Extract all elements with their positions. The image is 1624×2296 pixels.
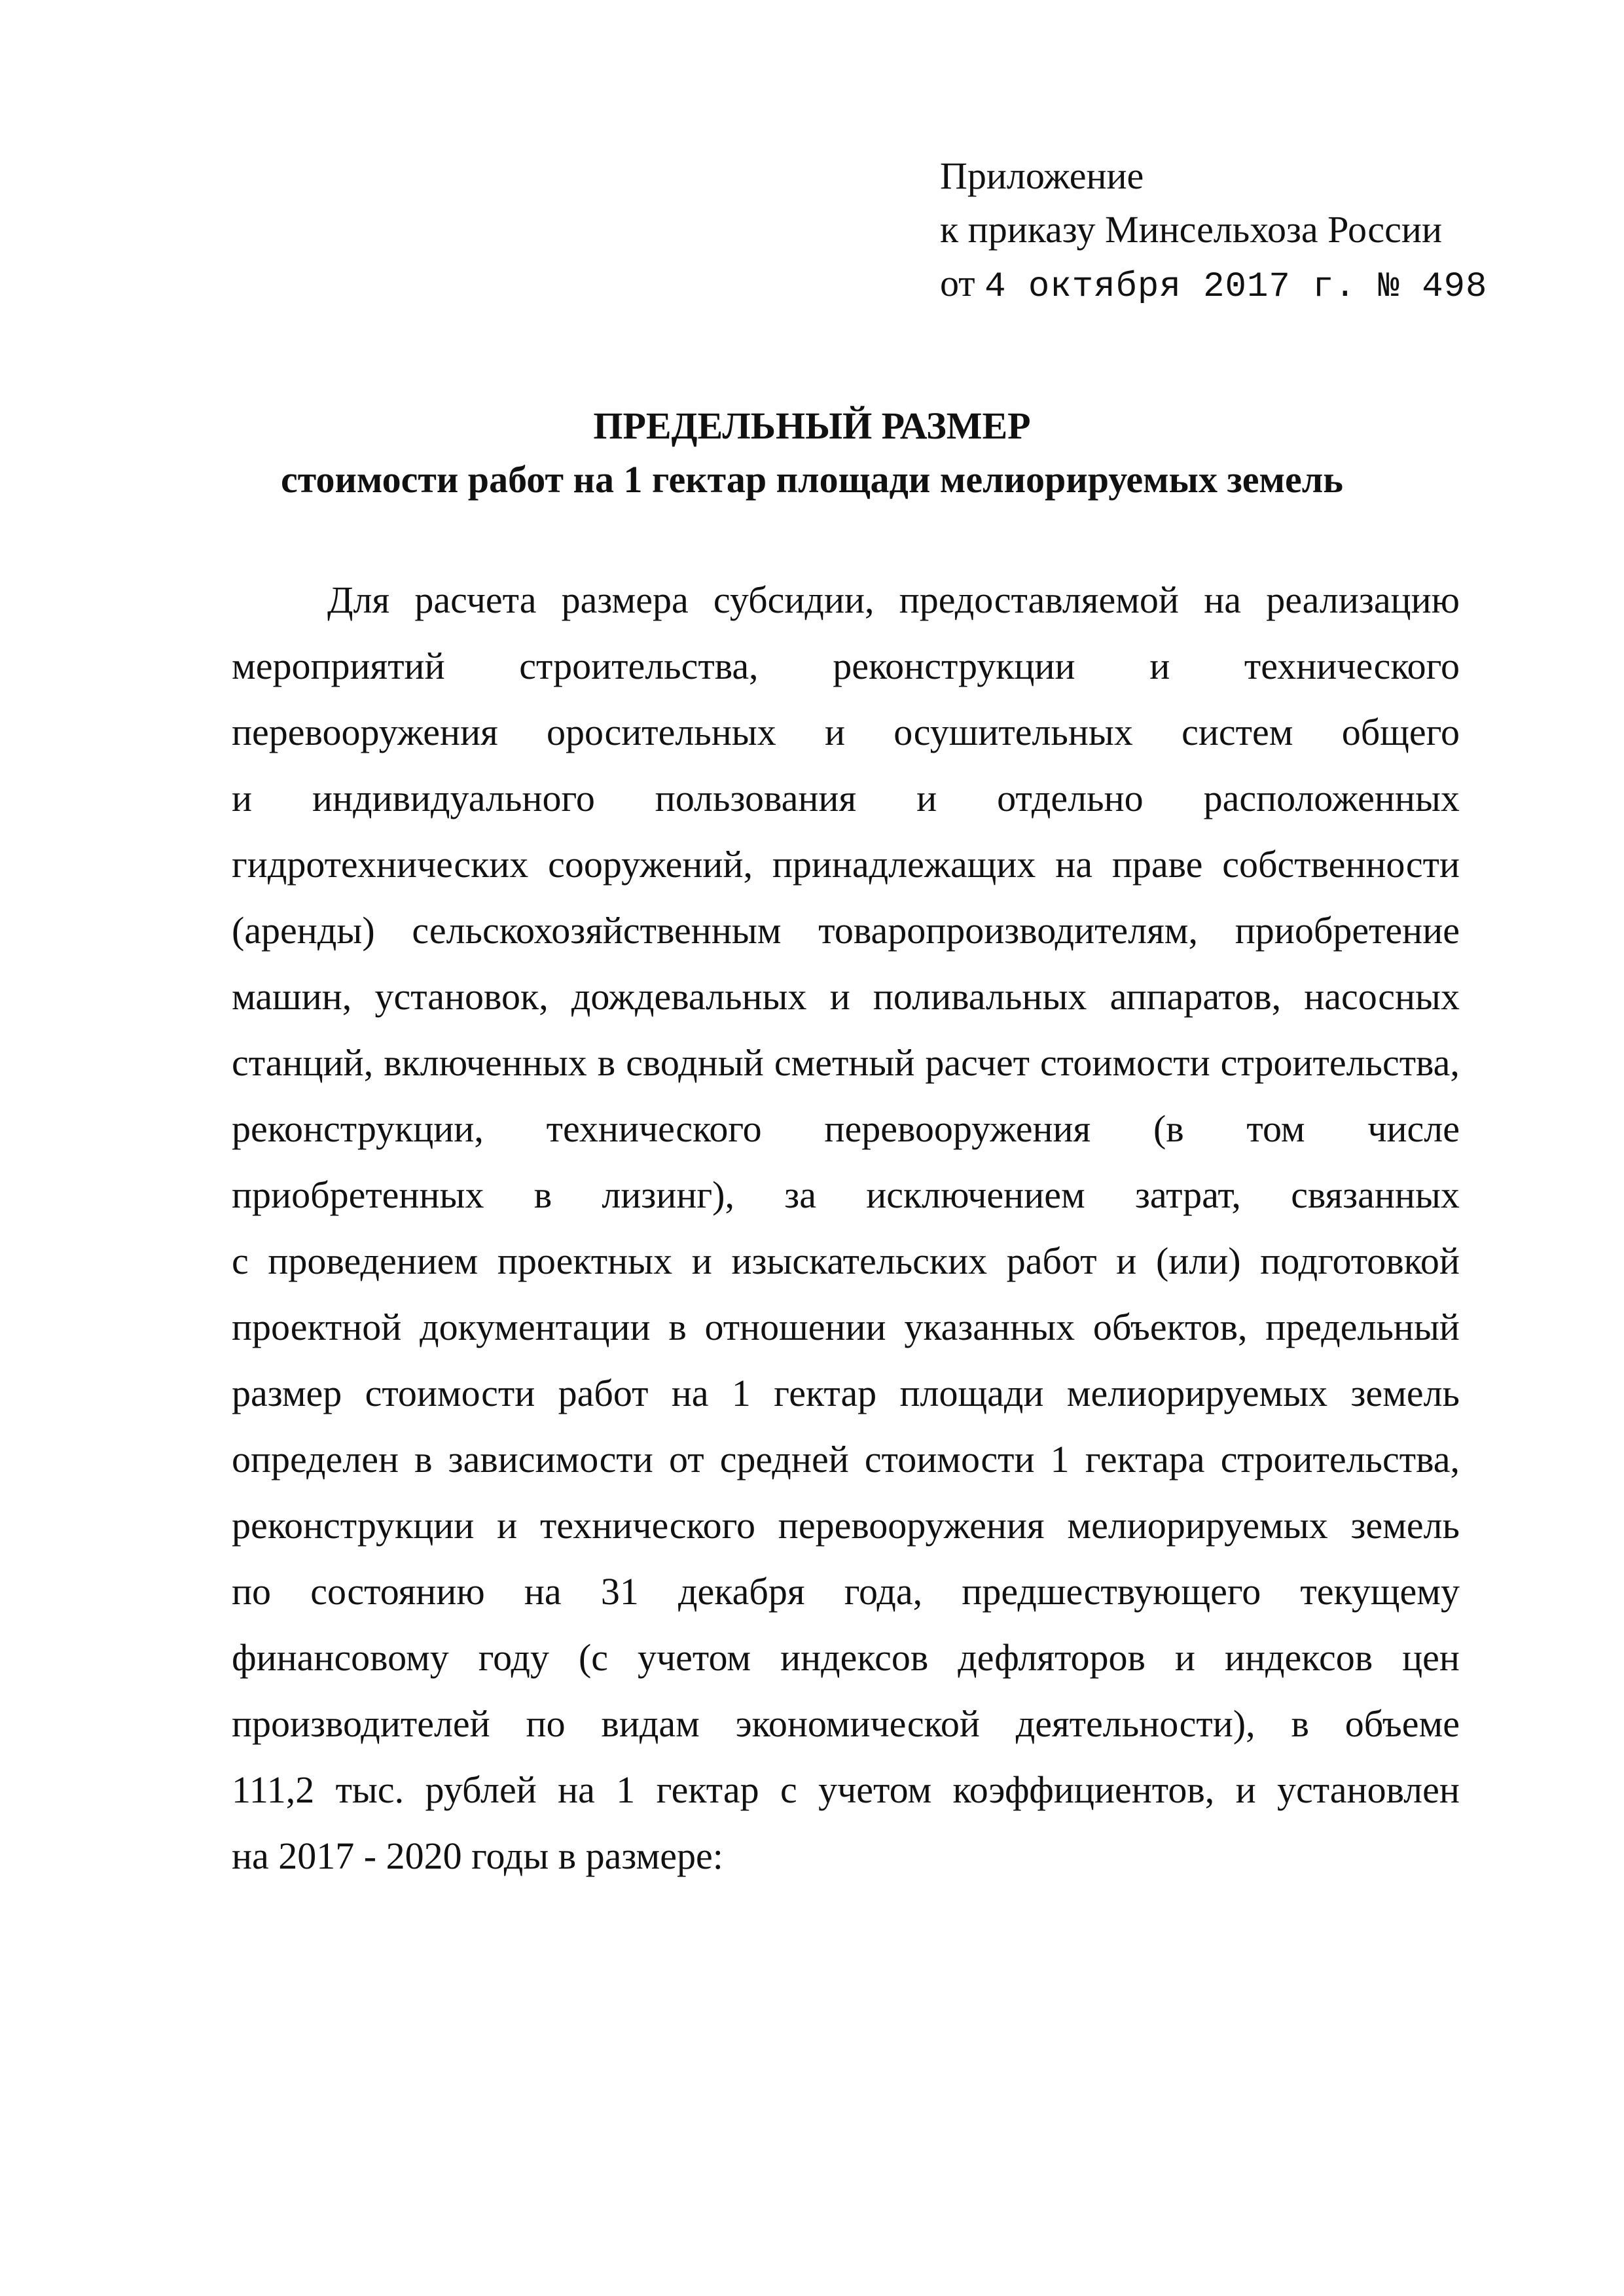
body-word: площади <box>899 1372 1044 1414</box>
body-word: гектара <box>1085 1438 1205 1480</box>
body-word: на <box>1055 843 1092 886</box>
body-word: сводный <box>626 1041 764 1084</box>
body-word: сельскохозяйственным <box>412 909 782 952</box>
body-word: средней <box>719 1438 849 1480</box>
body-word: указанных <box>904 1306 1075 1348</box>
body-word: сооружений, <box>548 843 753 886</box>
body-word: предельный <box>1265 1306 1460 1348</box>
body-word: общего <box>1341 711 1460 753</box>
body-line <box>232 1823 1460 1889</box>
body-word: предоставляемой <box>899 579 1179 621</box>
document-title <box>0 399 1624 507</box>
body-line <box>232 1691 1460 1757</box>
body-word: (в <box>1153 1107 1184 1150</box>
body-word: технического <box>546 1107 762 1150</box>
body-word: расчета <box>414 579 537 621</box>
body-word: и <box>232 777 253 819</box>
body-word: собственности <box>1222 843 1460 886</box>
body-word: дефляторов <box>958 1636 1146 1679</box>
body-word: осушительных <box>893 711 1133 753</box>
body-word: индивидуального <box>312 777 595 819</box>
body-word: размере: <box>585 1835 723 1877</box>
body-word: 31 <box>600 1570 639 1613</box>
body-word: декабря <box>678 1570 805 1613</box>
body-word: 111,2 <box>232 1768 315 1811</box>
body-word: году <box>478 1636 549 1679</box>
body-word: машин, <box>232 975 352 1018</box>
body-word: связанных <box>1291 1174 1460 1216</box>
body-word: приобретенных <box>232 1174 484 1216</box>
body-word: технического <box>539 1504 756 1547</box>
body-word: проектной <box>232 1306 402 1348</box>
body-word: земель <box>1350 1504 1460 1547</box>
body-word: сметный <box>774 1041 915 1084</box>
body-word: земель <box>1350 1372 1460 1414</box>
body-word: видам <box>601 1702 700 1745</box>
body-line <box>232 1360 1460 1426</box>
body-word: строительства, <box>1220 1041 1460 1084</box>
body-word: в <box>414 1438 433 1480</box>
body-word: тыс. <box>335 1768 405 1811</box>
body-word: включенных <box>384 1041 587 1084</box>
body-word: годы <box>471 1835 558 1877</box>
body-word: поливальных <box>873 975 1087 1018</box>
body-word: состоянию <box>310 1570 485 1613</box>
body-word: 1 <box>1050 1438 1070 1480</box>
body-line <box>232 1162 1460 1228</box>
body-word: гидротехнических <box>232 843 529 886</box>
body-word: документации <box>420 1306 651 1348</box>
body-word: в <box>533 1174 552 1216</box>
body-word: мелиорируемых <box>1066 1372 1328 1414</box>
body-word: технического <box>1244 645 1460 687</box>
body-line <box>232 963 1460 1030</box>
body-word: финансовому <box>232 1636 449 1679</box>
body-word: перевооружения <box>232 711 498 753</box>
body-word: реализацию <box>1266 579 1460 621</box>
body-word: от <box>668 1438 704 1480</box>
body-word: реконструкции, <box>232 1107 484 1150</box>
body-line <box>232 1096 1460 1162</box>
body-word: на <box>671 1372 709 1414</box>
body-word: размера <box>561 579 689 621</box>
body-word: изыскательских <box>731 1240 988 1282</box>
body-word: 1 <box>616 1768 636 1811</box>
body-word: и <box>497 1504 518 1547</box>
body-line <box>232 1030 1460 1096</box>
body-word: дождевальных <box>571 975 807 1018</box>
body-word: цен <box>1402 1636 1460 1679</box>
body-word: в <box>668 1306 687 1348</box>
appendix-order-reference: к приказу Минсельхоза России <box>940 208 1442 251</box>
body-word: текущему <box>1300 1570 1460 1613</box>
body-word: в <box>1291 1702 1309 1745</box>
body-word: расчет <box>925 1041 1030 1084</box>
body-word: лизинг), <box>602 1174 734 1216</box>
body-word: субсидии, <box>713 579 875 621</box>
body-word: мероприятий <box>232 645 445 687</box>
body-word: и <box>829 975 850 1018</box>
body-word: исключением <box>866 1174 1085 1216</box>
body-word: принадлежащих <box>772 843 1036 886</box>
appendix-date-number: 4 октября 2017 г. № 498 <box>984 267 1488 307</box>
body-line <box>232 897 1460 963</box>
body-line <box>232 765 1460 831</box>
body-word: установок, <box>374 975 549 1018</box>
body-word: учетом <box>637 1636 751 1679</box>
body-word: по <box>232 1570 272 1613</box>
body-word: предшествующего <box>962 1570 1261 1613</box>
body-word: объектов, <box>1092 1306 1248 1348</box>
body-word: в <box>597 1041 616 1084</box>
body-word: в <box>558 1835 586 1877</box>
body-paragraph <box>232 567 1460 1889</box>
body-word: зависимости <box>448 1438 653 1480</box>
body-word: на <box>524 1570 562 1613</box>
body-word: насосных <box>1304 975 1460 1018</box>
body-word: (с <box>578 1636 608 1679</box>
body-word: производителей <box>232 1702 490 1745</box>
body-word: подготовкой <box>1260 1240 1460 1282</box>
body-line <box>232 699 1460 765</box>
body-line <box>232 831 1460 897</box>
body-word: и <box>824 711 846 753</box>
body-word: числе <box>1367 1107 1460 1150</box>
body-word: реконструкции <box>833 645 1075 687</box>
body-word: стоимости <box>1040 1041 1210 1084</box>
body-word: рублей <box>425 1768 537 1811</box>
body-word: года, <box>844 1570 923 1613</box>
body-word: том <box>1246 1107 1305 1150</box>
title-subheading: стоимости работ на 1 гектар площади мелиорируемых земель <box>281 458 1343 501</box>
body-line <box>232 1294 1460 1360</box>
body-word: на <box>558 1768 595 1811</box>
body-line <box>232 1757 1460 1823</box>
body-word: затрат, <box>1134 1174 1241 1216</box>
body-word: станций, <box>232 1041 374 1084</box>
body-word: праве <box>1111 843 1203 886</box>
body-word: проектных <box>497 1240 673 1282</box>
body-word: стоимости <box>864 1438 1035 1480</box>
body-line <box>232 1492 1460 1558</box>
appendix-block <box>940 149 1488 314</box>
body-word: отдельно <box>997 777 1144 819</box>
appendix-label: Приложение <box>940 154 1144 197</box>
body-word: учетом <box>818 1768 932 1811</box>
body-word: строительства, <box>519 645 759 687</box>
body-word: пользования <box>655 777 857 819</box>
body-line <box>232 1228 1460 1294</box>
body-word: работ <box>1006 1240 1097 1282</box>
body-word: и <box>916 777 937 819</box>
body-word: - <box>363 1835 386 1877</box>
title-heading: ПРЕДЕЛЬНЫЙ РАЗМЕР <box>593 404 1031 447</box>
body-word: отношении <box>704 1306 886 1348</box>
body-word: Для <box>327 579 390 621</box>
body-word: и <box>691 1240 712 1282</box>
body-word: экономической <box>735 1702 980 1745</box>
appendix-date-prefix: от <box>940 262 975 304</box>
body-line <box>232 1426 1460 1492</box>
body-word: установлен <box>1276 1768 1460 1811</box>
body-line <box>232 567 1460 633</box>
body-word: мелиорируемых <box>1067 1504 1328 1547</box>
body-word: на <box>232 1835 279 1877</box>
body-word: с <box>232 1240 249 1282</box>
body-word: гектар <box>656 1768 759 1811</box>
body-word: проведением <box>268 1240 478 1282</box>
body-word: деятельности), <box>1015 1702 1255 1745</box>
body-word: 2017 <box>278 1835 364 1877</box>
body-line <box>232 633 1460 699</box>
body-word: оросительных <box>547 711 776 753</box>
body-word: объеме <box>1344 1702 1460 1745</box>
body-word: за <box>784 1174 816 1216</box>
body-word: 2020 <box>386 1835 472 1877</box>
body-word: размер <box>232 1372 342 1414</box>
appendix-order-date <box>940 257 1488 314</box>
body-word: и <box>1149 645 1170 687</box>
body-word: (или) <box>1155 1240 1241 1282</box>
body-word: и <box>1235 1768 1256 1811</box>
body-word: гектар <box>774 1372 877 1414</box>
body-word: (аренды) <box>232 909 375 952</box>
body-line <box>232 1624 1460 1691</box>
body-word: на <box>1204 579 1241 621</box>
body-word: индексов <box>780 1636 929 1679</box>
body-word: по <box>526 1702 566 1745</box>
body-word: коэффициентов, <box>952 1768 1215 1811</box>
body-word: перевооружения <box>824 1107 1091 1150</box>
body-word: работ <box>558 1372 649 1414</box>
body-word: стоимости <box>365 1372 535 1414</box>
body-word: с <box>780 1768 797 1811</box>
body-word: реконструкции <box>232 1504 475 1547</box>
body-word: определен <box>232 1438 399 1480</box>
body-word: расположенных <box>1203 777 1460 819</box>
body-word: 1 <box>731 1372 751 1414</box>
body-word: индексов <box>1224 1636 1373 1679</box>
body-word: систем <box>1182 711 1293 753</box>
body-word: и <box>1116 1240 1137 1282</box>
body-line <box>232 1558 1460 1624</box>
body-word: аппаратов, <box>1110 975 1282 1018</box>
body-word: перевооружения <box>778 1504 1045 1547</box>
body-word: строительства, <box>1220 1438 1460 1480</box>
body-word: и <box>1174 1636 1195 1679</box>
body-word: товаропроизводителям, <box>818 909 1198 952</box>
body-word: приобретение <box>1235 909 1460 952</box>
